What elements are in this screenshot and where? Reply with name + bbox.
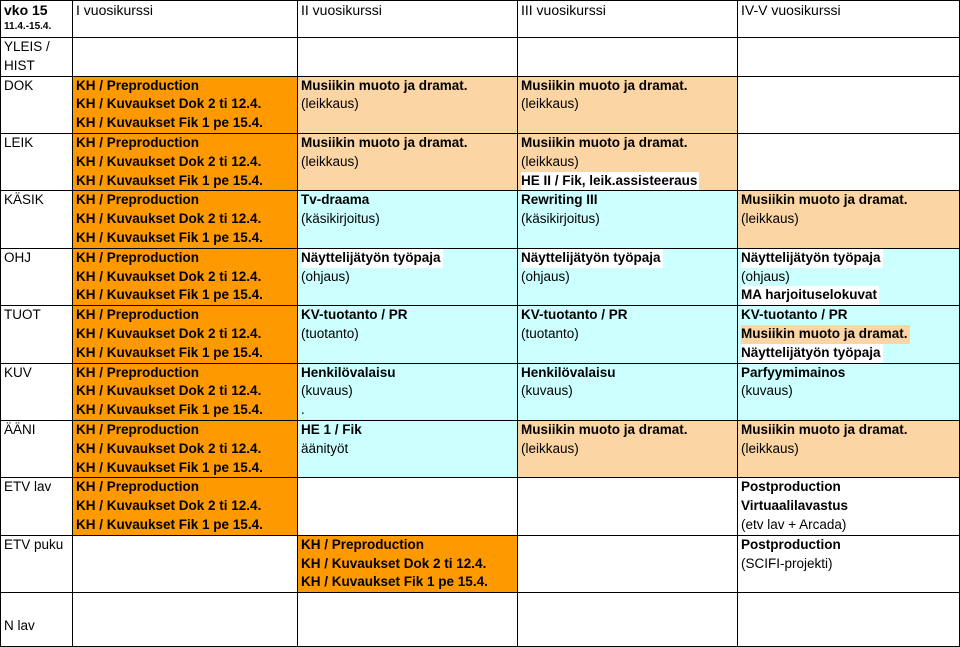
cell-ohj-4 [738,248,960,305]
column-header-3: III vuosikurssi [518,1,738,38]
cell-aani-2 [298,420,518,477]
entry-highlight: Musiikin muoto ja dramat. [741,325,910,344]
entry: KH / Preproduction [301,536,425,552]
cell-etv-lav-3 [518,478,738,535]
cell-kasik-3 [518,191,738,248]
entry: KH / Preproduction [76,134,200,150]
row-kuv [1,363,960,420]
entry: KH / Kuvaukset Fik 1 pe 15.4. [76,402,263,418]
entry: Musiikin muoto ja dramat. [521,134,688,150]
week-cell [1,1,73,38]
entry: KH / Preproduction [76,249,200,265]
cell-leik-4 [738,133,960,190]
entry: Henkilövalaisu [301,364,396,380]
entry: (tuotanto) [521,325,579,341]
entry: Rewriting III [521,192,598,208]
entry: (ohjaus) [741,268,790,284]
cell-etv-puku-1 [73,535,298,592]
cell-yleis-1 [73,38,298,77]
column-header-4: IV-V vuosikurssi [738,1,960,38]
cell-kasik-4 [738,191,960,248]
cell-kuv-1 [73,363,298,420]
entry-highlight: Näyttelijätyön työpaja [741,344,883,363]
entry: (leikkaus) [521,96,579,112]
cell-kuv-3 [518,363,738,420]
cell-tuot-1 [73,306,298,363]
entry: KH / Kuvaukset Dok 2 ti 12.4. [76,268,262,284]
cell-kuv-2 [298,363,518,420]
entry: äänityöt [301,440,349,456]
entry-highlight: MA harjoituselokuvat [741,286,879,305]
row-tuot [1,306,960,363]
cell-dok-1 [73,76,298,133]
row-label-tuot: TUOT [1,306,73,363]
entry: (käsikirjoitus) [301,211,380,227]
entry: Musiikin muoto ja dramat. [521,77,688,93]
entry: (ohjaus) [301,268,350,284]
cell-ohj-3 [518,248,738,305]
row-etv-puku [1,535,960,592]
week-label: vko 15 [4,2,48,18]
row-label-n-lav [1,593,73,647]
entry: (leikkaus) [741,211,799,227]
entry: KH / Kuvaukset Fik 1 pe 15.4. [76,344,263,360]
entry: KH / Kuvaukset Dok 2 ti 12.4. [76,325,262,341]
row-label-dok: DOK [1,76,73,133]
cell-n-lav-3 [518,593,738,647]
row-n-lav [1,593,960,647]
entry: KV-tuotanto / PR [521,307,628,323]
cell-aani-4 [738,420,960,477]
row-etv-lav [1,478,960,535]
row-label-yleis-2: HIST [4,57,35,73]
entry: KH / Kuvaukset Dok 2 ti 12.4. [301,555,487,571]
entry: Musiikin muoto ja dramat. [741,421,908,437]
entry: KH / Preproduction [76,192,200,208]
entry: Musiikin muoto ja dramat. [301,134,468,150]
cell-etv-puku-3 [518,535,738,592]
cell-leik-2 [298,133,518,190]
cell-n-lav-4 [738,593,960,647]
cell-dok-2 [298,76,518,133]
row-label-etv-lav: ETV lav [1,478,73,535]
entry: (leikkaus) [521,440,579,456]
row-label-aani: ÄÄNI [1,420,73,477]
entry: KH / Kuvaukset Fik 1 pe 15.4. [301,574,488,590]
entry: (leikkaus) [301,96,359,112]
entry-highlight: Näyttelijätyön työpaja [521,249,663,268]
entry: KH / Kuvaukset Fik 1 pe 15.4. [76,172,263,188]
cell-kuv-4 [738,363,960,420]
row-label-yleis-1: YLEIS / [4,39,50,54]
column-header-1: I vuosikurssi [73,1,298,38]
entry: (käsikirjoitus) [521,211,600,227]
row-kasik [1,191,960,248]
cell-etv-puku-2 [298,535,518,592]
entry: KV-tuotanto / PR [301,307,408,323]
entry: Parfyymimainos [741,364,846,380]
entry: KH / Kuvaukset Dok 2 ti 12.4. [76,383,262,399]
entry-highlight: Näyttelijätyön työpaja [741,249,883,268]
cell-tuot-4 [738,306,960,363]
entry: Tv-draama [301,192,370,208]
entry: (kuvaus) [521,383,573,399]
entry: Postproduction [741,536,841,552]
cell-yleis-4 [738,38,960,77]
cell-n-lav-1 [73,593,298,647]
cell-dok-4 [738,76,960,133]
entry: KH / Kuvaukset Dok 2 ti 12.4. [76,211,262,227]
entry: . [301,402,305,418]
entry: KH / Kuvaukset Fik 1 pe 15.4. [76,229,263,245]
cell-tuot-3 [518,306,738,363]
row-yleis [1,38,960,77]
row-leik [1,133,960,190]
cell-n-lav-2 [298,593,518,647]
cell-etv-lav-4 [738,478,960,535]
cell-ohj-2 [298,248,518,305]
cell-aani-3 [518,420,738,477]
cell-etv-lav-2 [298,478,518,535]
cell-yleis-3 [518,38,738,77]
row-label-yleis [1,38,73,77]
row-label-leik: LEIK [1,133,73,190]
cell-kasik-2 [298,191,518,248]
cell-dok-3 [518,76,738,133]
entry: Musiikin muoto ja dramat. [301,77,468,93]
cell-yleis-2 [298,38,518,77]
entry: (SCIFI-projekti) [741,555,833,571]
row-aani [1,420,960,477]
row-dok [1,76,960,133]
entry-highlight: Näyttelijätyön työpaja [301,249,443,268]
entry: (leikkaus) [741,440,799,456]
entry: KH / Kuvaukset Dok 2 ti 12.4. [76,96,262,112]
column-header-2: II vuosikurssi [298,1,518,38]
entry: KH / Kuvaukset Dok 2 ti 12.4. [76,440,262,456]
entry: Musiikin muoto ja dramat. [741,192,908,208]
entry: HE 1 / Fik [301,421,362,437]
entry: (etv lav + Arcada) [741,516,847,532]
header-row [1,1,960,38]
cell-tuot-2 [298,306,518,363]
entry: (kuvaus) [741,383,793,399]
cell-leik-3 [518,133,738,190]
cell-kasik-1 [73,191,298,248]
row-ohj [1,248,960,305]
cell-ohj-1 [73,248,298,305]
entry: KH / Kuvaukset Dok 2 ti 12.4. [76,153,262,169]
entry: (leikkaus) [301,153,359,169]
row-label-etv-puku: ETV puku [1,535,73,592]
cell-etv-lav-1 [73,478,298,535]
entry: KH / Preproduction [76,479,200,495]
entry: (ohjaus) [521,268,570,284]
entry: KH / Kuvaukset Fik 1 pe 15.4. [76,516,263,532]
entry: (tuotanto) [301,325,359,341]
entry-highlight: HE II / Fik, leik.assisteeraus [521,172,699,191]
entry: KH / Kuvaukset Fik 1 pe 15.4. [76,115,263,131]
cell-aani-1 [73,420,298,477]
entry: KH / Kuvaukset Fik 1 pe 15.4. [76,459,263,475]
week-dates: 11.4.-15.4. [4,21,52,32]
entry: KH / Preproduction [76,77,200,93]
entry: KH / Preproduction [76,307,200,323]
cell-etv-puku-4 [738,535,960,592]
entry: KV-tuotanto / PR [741,307,848,323]
entry: KH / Kuvaukset Fik 1 pe 15.4. [76,287,263,303]
row-label-n-lav-text: N lav [4,618,35,634]
entry: KH / Preproduction [76,364,200,380]
entry: (leikkaus) [521,153,579,169]
entry: Musiikin muoto ja dramat. [521,421,688,437]
entry: Virtuaalilavastus [741,498,849,514]
entry: Postproduction [741,479,841,495]
entry: KH / Kuvaukset Dok 2 ti 12.4. [76,498,262,514]
entry: KH / Preproduction [76,421,200,437]
row-label-kuv: KUV [1,363,73,420]
cell-leik-1 [73,133,298,190]
entry: (kuvaus) [301,383,353,399]
row-label-kasik: KÄSIK [1,191,73,248]
entry: Henkilövalaisu [521,364,616,380]
row-label-ohj: OHJ [1,248,73,305]
